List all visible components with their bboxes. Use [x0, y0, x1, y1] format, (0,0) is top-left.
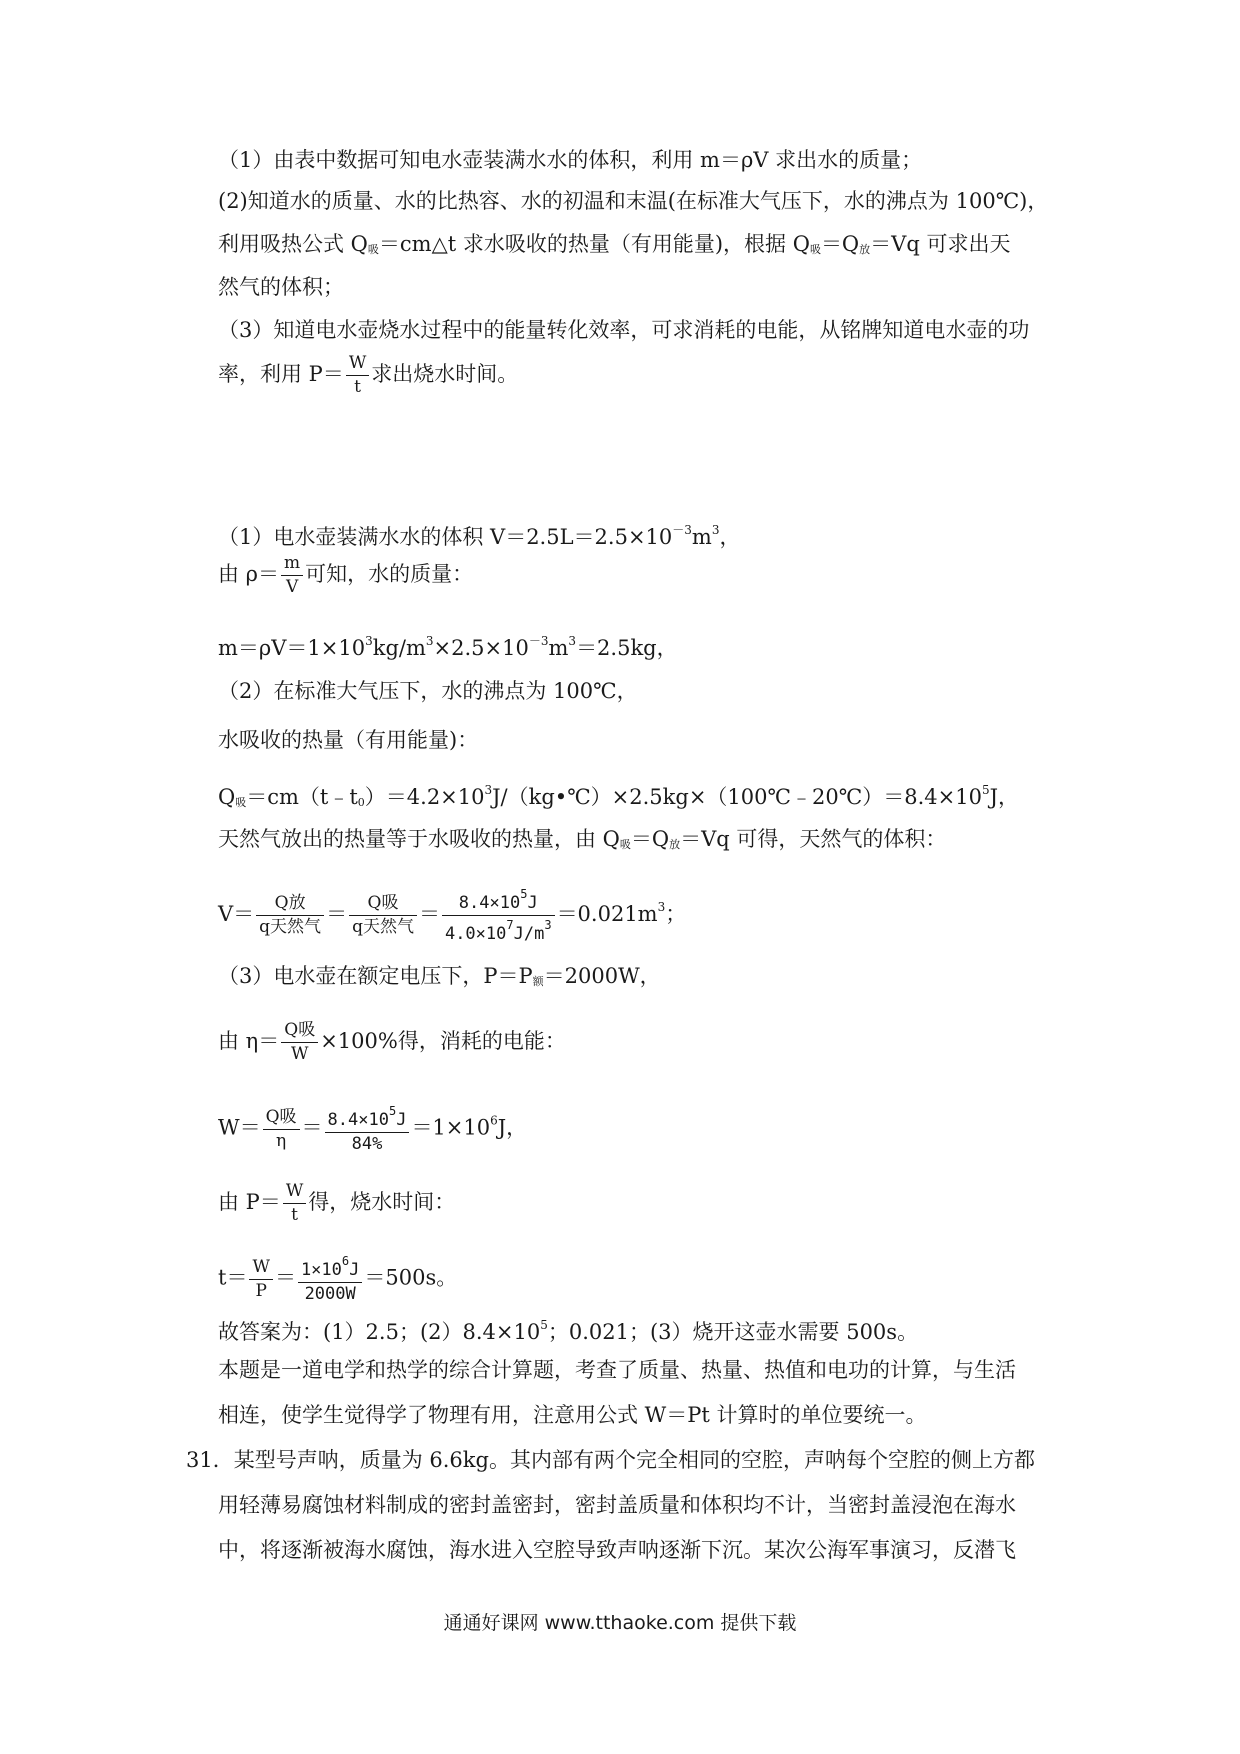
solution-line-1: （1）电水壶装满水水的体积 $V=2.5L=2.5\times 10^{-3}m^3$，	[218, 523, 741, 549]
solution-line-11: W＝ $\frac{\text{Q吸}}{\eta}$ ＝ $\frac{8.4\times 10^5J}{84\%}$ $=1\times 10^6J$，	[218, 1104, 528, 1154]
solution-line-4: （2）在标准大气压下，水的沸点为 100℃，	[218, 679, 638, 703]
solution-line-3: $m=\rho V=1\times 10^3kg/m^3\times 2.5\times 10^{-3}m^3=2.5kg$，	[218, 634, 678, 660]
solution-line-13: t＝ $\frac{W}{P}$ ＝ $\frac{1\times 10^6J}{2000W}$ ＝500s。	[218, 1254, 458, 1304]
analysis-line-1: （1）由表中数据可知电水壶装满水水的体积，利用 m＝ρV 求出水的质量；	[218, 148, 923, 172]
comment-line-1: 本题是一道电学和热学的综合计算题，考查了质量、热量、热值和电功的计算，与生活	[218, 1358, 1016, 1382]
fraction-w-over-t: $\frac{W}{t}$	[346, 355, 369, 396]
final-answer: 故答案为：(1）2.5；$(2)8.4\times 10^5$；0.021；(3）烧开这壶水需要 500s。	[218, 1318, 919, 1344]
solution-line-10: 由 η＝ $\frac{\text{Q吸}}{W}$ ×100%得，消耗的电能：	[218, 1020, 566, 1064]
question-31-line-3: 中，将逐渐被海水腐蚀，海水进入空腔导致声呐逐渐下沉。某次公海军事演习，反潜飞	[218, 1538, 1016, 1562]
solution-line-7: 天然气放出的热量等于水吸收的热量，由 Q吸＝Q放＝Vq 可得，天然气的体积：	[218, 827, 947, 851]
solution-line-9: （3）电水壶在额定电压下，P＝P额＝2000W，	[218, 964, 661, 988]
solution-line-12: 由 P＝ $\frac{W}{t}$ 得，烧水时间：	[218, 1181, 456, 1225]
analysis-line-2: (2)知道水的质量、水的比热容、水的初温和末温(在标准大气压下，水的沸点为 100℃)，	[218, 189, 1049, 213]
analysis-line-5: （3）知道电水壶烧水过程中的能量转化效率，可求消耗的电能，从铭牌知道电水壶的功	[218, 318, 1030, 342]
solution-line-8: V＝ $\frac{\text{Q放}}{\text{q天然气}}$ ＝ $\frac{\text{Q吸}}{\text{q天然气}}$ ＝ $\frac{8.4\times 10^5J}{4.0\times 10^7J/m^3}$ $=0.021m^3$；	[218, 887, 687, 944]
solution-line-6: Q吸$=cm(t﹣t0)=4.2\times 10^3J/(kg•℃)\times 2.5kg\times(100℃﹣20℃)=8.4\times 10^5J$，	[218, 783, 1020, 809]
solution-line-5: 水吸收的热量（有用能量)：	[218, 728, 479, 752]
comment-line-2: 相连，使学生觉得学了物理有用，注意用公式 W＝Pt 计算时的单位要统一。	[218, 1403, 927, 1427]
analysis-line-3: 利用吸热公式 Q吸＝cm△t 求水吸收的热量（有用能量)，根据 Q吸＝Q放＝Vq 可求出天	[218, 232, 1011, 256]
analysis-line-4: 然气的体积；	[218, 275, 344, 299]
footer-download-note: 通通好课网 www.tthaoke.com 提供下载	[443, 1612, 797, 1634]
analysis-line-6: 率，利用 P＝ $\frac{W}{t}$ 求出烧水时间。	[218, 353, 519, 397]
question-31-line-1: 31．某型号声呐，质量为 6.6kg。其内部有两个完全相同的空腔，声呐每个空腔的侧上方都	[186, 1448, 1035, 1472]
solution-line-2: 由 ρ＝ $\frac{m}{V}$ 可知，水的质量：	[218, 553, 474, 597]
question-31-line-2: 用轻薄易腐蚀材料制成的密封盖密封，密封盖质量和体积均不计，当密封盖浸泡在海水	[218, 1493, 1016, 1517]
